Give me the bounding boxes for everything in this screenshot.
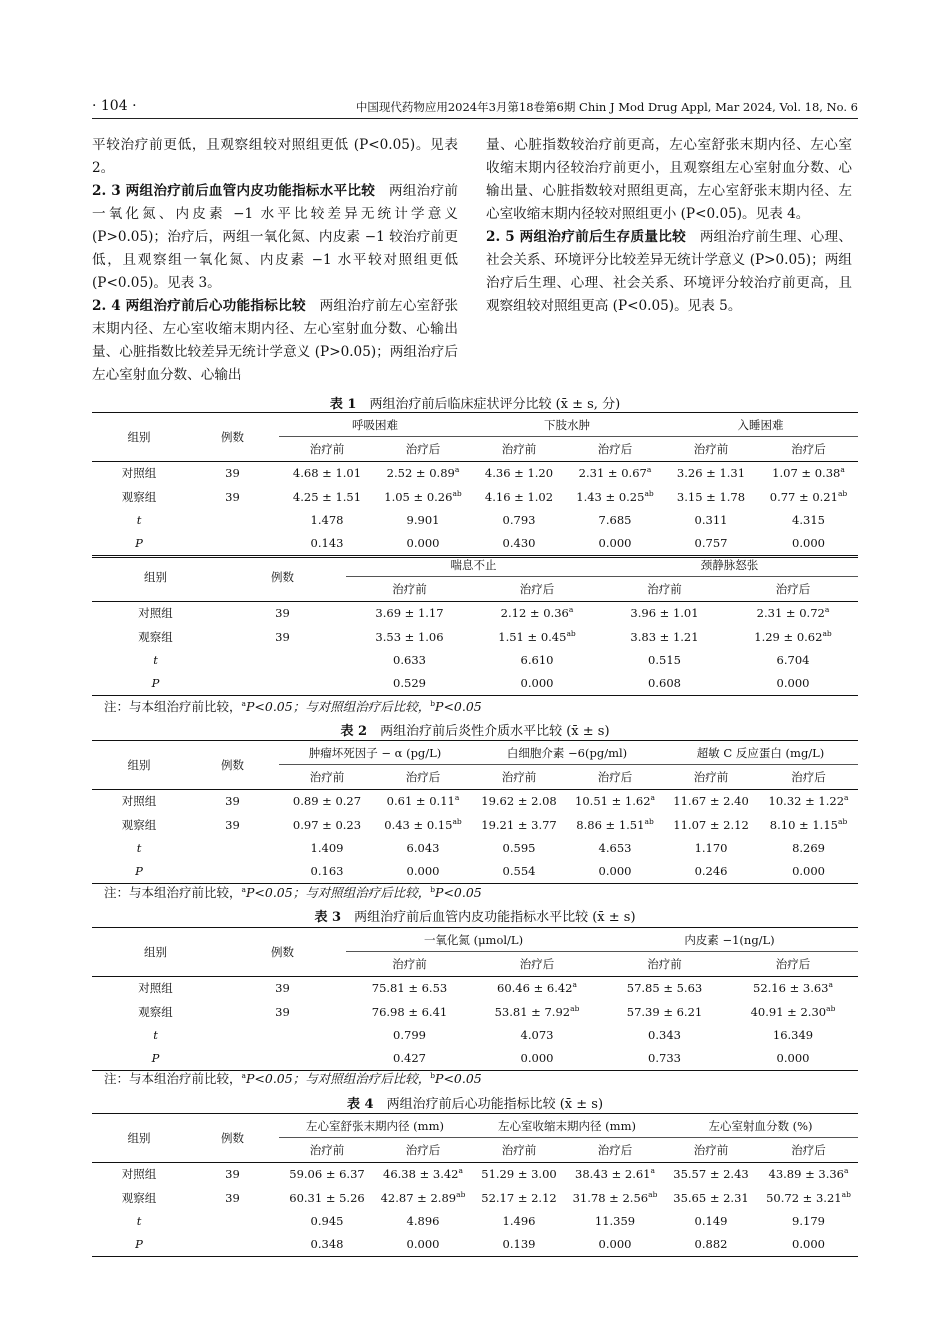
cell: 0.000 [567, 531, 663, 556]
section-heading: 2. 5 两组治疗前后生存质量比较 [486, 229, 686, 245]
cell: 1.07 ± 0.38$^a$ [772, 465, 845, 481]
table-row-t [92, 1209, 858, 1232]
row-label: 观察组 [138, 1004, 173, 1019]
subheader-before: 治疗前 [601, 952, 728, 976]
header-cases: 例数 [186, 1114, 279, 1163]
cell: 9.179 [792, 1213, 825, 1228]
header-cases: 例数 [219, 928, 346, 977]
cell: 0.757 [663, 531, 759, 556]
cell: 9.901 [406, 512, 440, 527]
cell: 60.31 ± 5.26 [289, 1190, 365, 1205]
cell: 0.43 ± 0.15$^{ab}$ [384, 816, 462, 832]
cell: 39 [225, 466, 240, 481]
cell: 0.000 [567, 1232, 663, 1256]
cell: 11.67 ± 2.40 [673, 794, 749, 809]
left-column [92, 134, 458, 387]
row-label: P [92, 859, 186, 883]
table-number: 表 3 [314, 910, 342, 925]
table-3-caption [92, 906, 858, 925]
subheader-after: 治疗后 [567, 765, 663, 789]
subheader-before: 治疗前 [663, 765, 759, 789]
row-label: 对照组 [138, 606, 173, 621]
table-2 [92, 740, 858, 884]
cell: 0.554 [471, 859, 567, 883]
cell: 39 [225, 1167, 240, 1182]
table-row-control [92, 789, 858, 813]
header-group: 组别 [92, 1114, 186, 1163]
cell: 57.39 ± 6.21 [626, 1004, 703, 1019]
subheader-after: 治疗后 [375, 437, 471, 461]
subheader-before: 治疗前 [279, 765, 375, 789]
cell: 3.53 ± 1.06 [375, 629, 444, 644]
cell: 1.478 [310, 512, 344, 527]
header-dyspnea: 呼吸困难 [279, 413, 471, 437]
row-label: 对照组 [121, 466, 157, 481]
cell: 3.83 ± 1.21 [630, 629, 699, 644]
cell: 4.653 [598, 840, 632, 855]
paragraph: 平较治疗前更低，且观察组较对照组更低 (P<0.05)。见表 2。 [92, 137, 458, 176]
cell: 0.000 [375, 1232, 471, 1256]
cell: 0.882 [663, 1232, 759, 1256]
header-jugular: 颈静脉怒张 [601, 553, 858, 577]
row-label: 观察组 [121, 489, 157, 504]
table-header-row [92, 741, 858, 765]
subheader-before: 治疗前 [471, 765, 567, 789]
row-label: P [92, 1232, 186, 1256]
cell: 0.000 [473, 671, 601, 695]
cell: 11.07 ± 2.12 [673, 817, 749, 832]
cell: 0.61 ± 0.11$^a$ [386, 793, 460, 809]
cell: 75.81 ± 6.53 [371, 981, 448, 996]
row-label: P [92, 531, 186, 556]
cell: 2.12 ± 0.36$^a$ [500, 605, 574, 621]
cell: 39 [275, 981, 290, 996]
table-row-observe [92, 625, 858, 648]
cell: 51.29 ± 3.00 [481, 1167, 557, 1182]
cell: 4.25 ± 1.51 [292, 489, 362, 504]
header-et1: 内皮素 −1(ng/L) [601, 928, 858, 952]
cell: 0.149 [694, 1213, 728, 1228]
subheader-before: 治疗前 [601, 577, 728, 601]
cell: 2.31 ± 0.67$^a$ [578, 465, 652, 481]
section-2-3 [92, 180, 458, 295]
journal-citation: 中国现代药物应用2024年3月第18卷第6期 Chin J Mod Drug Appl, Mar 2024, Vol. 18, No. 6 [355, 100, 858, 114]
cell: 0.529 [346, 671, 473, 695]
cell: 4.315 [792, 512, 825, 527]
paragraph: 量、心脏指数较治疗前更高，左心室舒张末期内径、左心室收缩末期内径较治疗前更小，且观察组左心室射血分数、心输出量、心脏指数较对照组更高，左心室舒张末期内径、左心室收缩末期内径较对照组更小 (P<0.05)。见表 4。 [486, 137, 852, 222]
table-title: 两组治疗前后炎性介质水平比较 (x̄ ± s) [380, 724, 610, 739]
table-3 [92, 927, 858, 1071]
table-row-control [92, 1162, 858, 1186]
row-label: 观察组 [121, 1190, 157, 1205]
cell: 1.170 [694, 840, 728, 855]
cell: 0.143 [279, 531, 375, 556]
cell: 1.05 ± 0.26$^{ab}$ [384, 488, 462, 504]
cell: 0.139 [471, 1232, 567, 1256]
table-title: 两组治疗前后临床症状评分比较 (x̄ ± s, 分) [369, 397, 621, 412]
cell: 4.073 [520, 1027, 554, 1042]
cell: 0.246 [663, 859, 759, 883]
table-number: 表 2 [340, 724, 368, 739]
cell: 39 [225, 817, 240, 832]
table-row-observe [92, 485, 858, 508]
cell: 39 [225, 794, 240, 809]
subheader-after: 治疗后 [728, 577, 858, 601]
subheader-before: 治疗前 [346, 577, 473, 601]
cell: 60.46 ± 6.42$^a$ [497, 980, 577, 996]
header-edema: 下肢水肿 [471, 413, 663, 437]
cell: 2.31 ± 0.72$^a$ [756, 605, 830, 621]
cell: 7.685 [598, 512, 632, 527]
cell: 11.359 [594, 1213, 636, 1228]
table-header-row [92, 928, 858, 952]
cell: 0.89 ± 0.27 [292, 794, 362, 809]
table-4 [92, 1113, 858, 1257]
cell: 6.704 [776, 652, 810, 667]
cell: 0.945 [310, 1213, 344, 1228]
section-2-5 [486, 226, 852, 318]
cell: 0.000 [375, 531, 471, 556]
cell: 39 [275, 1004, 290, 1019]
cell: 4.68 ± 1.01 [292, 466, 362, 481]
cell: 57.85 ± 5.63 [626, 981, 703, 996]
table-number: 表 1 [329, 397, 357, 412]
cell: 4.36 ± 1.20 [484, 466, 554, 481]
cell: 0.793 [502, 512, 536, 527]
table-1-part-2 [92, 553, 858, 696]
table-4-caption [92, 1093, 858, 1112]
cell: 53.81 ± 7.92$^{ab}$ [494, 1003, 580, 1019]
cell: 39 [275, 606, 290, 621]
subheader-after: 治疗后 [759, 765, 858, 789]
cell: 0.163 [279, 859, 375, 883]
cell: 0.000 [759, 1232, 858, 1256]
cell: 52.17 ± 2.12 [481, 1190, 557, 1205]
cell: 0.311 [694, 512, 728, 527]
table-row-observe [92, 813, 858, 836]
cell: 1.409 [310, 840, 344, 855]
header-lvef: 左心室射血分数 (%) [663, 1114, 858, 1138]
table-row-p [92, 859, 858, 883]
subheader-after: 治疗后 [759, 437, 858, 461]
cell: 0.515 [648, 652, 681, 667]
header-group: 组别 [92, 741, 186, 790]
cell: 3.69 ± 1.17 [375, 606, 444, 621]
section-body: 两组治疗前一氧化氮、内皮素 −1 水平比较差异无统计学意义 (P>0.05)；治疗后，两组一氧化氮、内皮素 −1 较治疗前更低，且观察组一氧化氮、内皮素 −1 水平较对照组更低 (P<0.05)。见表 3。 [92, 183, 458, 291]
cell: 38.43 ± 2.61$^a$ [575, 1166, 655, 1182]
cell: 16.349 [772, 1027, 814, 1042]
cell: 3.15 ± 1.78 [676, 489, 746, 504]
header-wheezing: 喘息不止 [346, 553, 601, 577]
subheader-before: 治疗前 [346, 952, 473, 976]
cell: 10.32 ± 1.22$^a$ [768, 793, 849, 809]
table-header-row [92, 413, 858, 437]
row-label: P [92, 671, 219, 695]
header-cases: 例数 [219, 553, 346, 601]
cell: 76.98 ± 6.41 [371, 1004, 448, 1019]
cell: 0.427 [346, 1046, 473, 1070]
subheader-before: 治疗前 [279, 437, 375, 461]
header-cases: 例数 [186, 741, 279, 790]
cell: 4.16 ± 1.02 [484, 489, 554, 504]
header-lvedd: 左心室舒张末期内径 (mm) [279, 1114, 471, 1138]
row-label: t [153, 652, 158, 667]
cell: 39 [225, 489, 240, 504]
header-il6: 白细胞介素 −6(pg/ml) [471, 741, 663, 765]
header-no: 一氧化氮 (μmol/L) [346, 928, 601, 952]
table-row-p [92, 1046, 858, 1070]
header-lvesd: 左心室收缩末期内径 (mm) [471, 1114, 663, 1138]
header-tnf: 肿瘤坏死因子 − α (pg/L) [279, 741, 471, 765]
table-row-t [92, 648, 858, 671]
table-title: 两组治疗前后血管内皮功能指标水平比较 (x̄ ± s) [354, 910, 636, 925]
table-2-caption [92, 720, 858, 739]
table-title: 两组治疗前后心功能指标比较 (x̄ ± s) [386, 1097, 604, 1112]
subheader-before: 治疗前 [471, 1138, 567, 1162]
cell: 6.610 [520, 652, 554, 667]
row-label: t [136, 840, 142, 855]
cell: 0.343 [648, 1027, 681, 1042]
cell: 8.10 ± 1.15$^{ab}$ [769, 816, 848, 832]
section-heading: 2. 3 两组治疗前后血管内皮功能指标水平比较 [92, 183, 376, 199]
header-group: 组别 [92, 553, 219, 601]
subheader-after: 治疗后 [567, 1138, 663, 1162]
subheader-before: 治疗前 [471, 437, 567, 461]
cell: 59.06 ± 6.37 [289, 1167, 365, 1182]
cell: 1.496 [502, 1213, 536, 1228]
section-body: 两组治疗前生理、心理、社会关系、环境评分比较差异无统计学意义 (P>0.05)；两组治疗后生理、心理、社会关系、环境评分较治疗前更高，且观察组较对照组更高 (P<0.05)。见表 5。 [486, 229, 852, 314]
table-1-note: 注：与本组治疗前比较，$^a$P<0.05；与对照组治疗后比较，$^b$P<0.05 [104, 698, 482, 714]
cell: 2.52 ± 0.89$^a$ [386, 465, 460, 481]
subheader-before: 治疗前 [279, 1138, 375, 1162]
cell: 19.21 ± 3.77 [481, 817, 557, 832]
cell: 0.97 ± 0.23 [292, 817, 362, 832]
cell: 19.62 ± 2.08 [481, 794, 557, 809]
page-number: · 104 · [92, 98, 137, 114]
cell: 0.000 [728, 1046, 858, 1070]
cell: 8.86 ± 1.51$^{ab}$ [576, 816, 654, 832]
table-row-observe [92, 1000, 858, 1023]
row-label: t [136, 1213, 142, 1228]
header-crp: 超敏 C 反应蛋白 (mg/L) [663, 741, 858, 765]
cell: 0.799 [393, 1027, 426, 1042]
right-column [486, 134, 852, 318]
header-cases: 例数 [186, 413, 279, 462]
subheader-after: 治疗后 [375, 765, 471, 789]
subheader-after: 治疗后 [567, 437, 663, 461]
cell: 43.89 ± 3.36$^a$ [768, 1166, 849, 1182]
header-insomnia: 入睡困难 [663, 413, 858, 437]
cell: 1.29 ± 0.62$^{ab}$ [754, 628, 832, 644]
header-group: 组别 [92, 928, 219, 977]
cell: 35.65 ± 2.31 [673, 1190, 749, 1205]
section-heading: 2. 4 两组治疗前后心功能指标比较 [92, 298, 306, 314]
table-row-p [92, 671, 858, 695]
cell: 10.51 ± 1.62$^a$ [575, 793, 655, 809]
cell: 0.000 [375, 859, 471, 883]
subheader-after: 治疗后 [728, 952, 858, 976]
row-label: 观察组 [121, 817, 157, 832]
cell: 0.608 [601, 671, 728, 695]
subheader-after: 治疗后 [759, 1138, 858, 1162]
cell: 35.57 ± 2.43 [673, 1167, 749, 1182]
cell: 0.430 [471, 531, 567, 556]
table-1-caption [92, 393, 858, 412]
cell: 0.733 [601, 1046, 728, 1070]
table-header-row [92, 1114, 858, 1138]
table-row-observe [92, 1186, 858, 1209]
cell: 0.633 [393, 652, 426, 667]
cell: 1.43 ± 0.25$^{ab}$ [576, 488, 654, 504]
table-row-p [92, 1232, 858, 1256]
row-label: 对照组 [138, 981, 173, 996]
cell: 0.348 [279, 1232, 375, 1256]
row-label: 对照组 [121, 794, 157, 809]
cell: 52.16 ± 3.63$^a$ [753, 980, 833, 996]
cell: 39 [275, 629, 290, 644]
row-label: t [153, 1027, 158, 1042]
subheader-before: 治疗前 [663, 437, 759, 461]
cell: 1.51 ± 0.45$^{ab}$ [498, 628, 576, 644]
cell: 8.269 [792, 840, 825, 855]
cell: 3.96 ± 1.01 [630, 606, 699, 621]
row-label: t [136, 512, 142, 527]
table-3-note: 注：与本组治疗前比较，$^a$P<0.05；与对照组治疗后比较，$^b$P<0.05 [104, 1070, 482, 1086]
table-row-control [92, 461, 858, 485]
cell: 0.000 [728, 671, 858, 695]
cell: 3.26 ± 1.31 [676, 466, 746, 481]
table-row-t [92, 508, 858, 531]
row-label: P [92, 1046, 219, 1070]
table-row-t [92, 836, 858, 859]
cell: 0.77 ± 0.21$^{ab}$ [769, 488, 848, 504]
cell: 0.000 [567, 859, 663, 883]
cell: 39 [225, 1190, 240, 1205]
cell: 0.000 [759, 531, 858, 556]
header-group: 组别 [92, 413, 186, 462]
section-body: 两组治疗前左心室舒张末期内径、左心室收缩末期内径、左心室射血分数、心输出量、心脏指数比较差异无统计学意义 (P>0.05)；两组治疗后左心室射血分数、心输出 [92, 298, 458, 383]
subheader-after: 治疗后 [375, 1138, 471, 1162]
section-2-4 [92, 295, 458, 387]
cell: 40.91 ± 2.30$^{ab}$ [750, 1003, 836, 1019]
cell: 4.896 [406, 1213, 440, 1228]
cell: 0.000 [759, 859, 858, 883]
cell: 6.043 [406, 840, 440, 855]
row-label: 对照组 [121, 1167, 157, 1182]
table-number: 表 4 [346, 1097, 374, 1112]
table-2-note: 注：与本组治疗前比较，$^a$P<0.05；与对照组治疗后比较，$^b$P<0.05 [104, 884, 482, 900]
cell: 0.000 [473, 1046, 601, 1070]
table-row-t [92, 1023, 858, 1046]
cell: 42.87 ± 2.89$^{ab}$ [380, 1189, 466, 1205]
subheader-after: 治疗后 [473, 577, 601, 601]
running-header [92, 96, 858, 119]
cell: 31.78 ± 2.56$^{ab}$ [572, 1189, 658, 1205]
table-row-control [92, 976, 858, 1000]
cell: 46.38 ± 3.42$^a$ [383, 1166, 463, 1182]
table-header-row [92, 553, 858, 577]
subheader-before: 治疗前 [663, 1138, 759, 1162]
cell: 0.595 [502, 840, 536, 855]
table-row-control [92, 601, 858, 625]
cell: 50.72 ± 3.21$^{ab}$ [766, 1189, 851, 1205]
table-1 [92, 412, 858, 558]
row-label: 观察组 [138, 629, 173, 644]
subheader-after: 治疗后 [473, 952, 601, 976]
